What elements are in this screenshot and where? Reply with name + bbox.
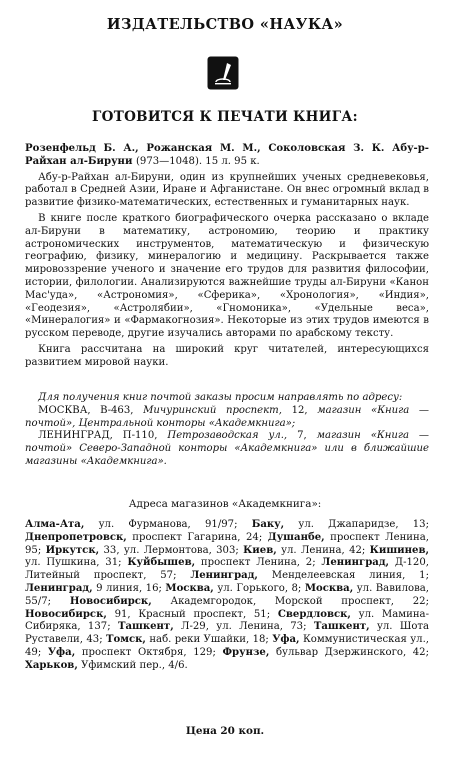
forthcoming-heading: ГОТОВИТСЯ К ПЕЧАТИ КНИГА: [92, 109, 358, 125]
store-address [25, 519, 237, 530]
store-address-list [25, 519, 429, 673]
description-paragraph: Книга рассчитана на широкий круг читателей, интересующихся развитием мировой науки. [25, 343, 429, 368]
store-city: Иркутск, [45, 544, 100, 556]
store-city: Ташкент, [117, 621, 174, 633]
store-address [106, 634, 269, 645]
publisher-title: ИЗДАТЕЛЬСТВО «НАУКА» [106, 16, 344, 33]
store-city: Ленинград, [321, 557, 390, 569]
store-street: Менделеевская линия, 1; [271, 570, 429, 582]
store-address [222, 647, 429, 658]
store-street: 33, ул. Лермонтова, 303; [103, 544, 239, 556]
store-address [46, 545, 239, 556]
store-street: ул. Шота Руставели, 43; [25, 621, 430, 646]
price-label: Цена 20 коп. [185, 725, 265, 737]
store-street: ул. Пушкина, 31; [25, 557, 122, 569]
store-city: Томск, [105, 634, 146, 646]
store-street: ул. Фурманова, 91/97; [98, 519, 238, 530]
store-street: Коммунистическая ул., 49; [25, 634, 430, 658]
store-city: Уфа, [47, 646, 76, 658]
store-city: Москва, [304, 582, 354, 594]
store-street: проспект Октября, 129; [81, 646, 216, 658]
order-intro: Для получения книг почтой заказы просим направлять по адресу: [38, 392, 403, 403]
book-authors-title: Розенфельд Б. А., Рожанская М. М., Соколовская З. К. Абу-р-Райхан ал-Бируни [25, 143, 429, 167]
description-paragraph: Абу-р-Райхан ал-Бируни, один из крупнейших ученых средневековья, работал в Средней Азии, Иране и Афганистане. Он внес огромный вклад в развитие физико-математических, естественных и гуманитарных наук. [25, 171, 429, 209]
store-addresses-heading: Адреса магазинов «Академкнига»: [128, 498, 322, 510]
store-address [70, 596, 429, 607]
order-address-leningrad: ЛЕНИНГРАД, П-110, Петрозаводская ул., 7, магазин «Книга — почтой» Северо-Западной конторы «Академкнига» или в ближайшие магазины «Академкнига». [25, 430, 429, 467]
book-description [25, 143, 429, 370]
store-street: 91, Красный проспект, 51; [114, 608, 271, 620]
store-address [118, 621, 307, 632]
store-street: Академгородок, Морской проспект, 22; [170, 595, 429, 607]
store-street: 9 линия, 16; [96, 582, 162, 594]
store-street: ул. Ленина, 42; [281, 544, 366, 556]
store-street: Д-120, Литейный проспект, 57; [25, 557, 429, 582]
store-city: Свердловск, [277, 608, 351, 620]
book-entry [25, 143, 429, 169]
store-street: Л-29, ул. Ленина, 73; [181, 621, 307, 633]
store-street: бульвар Дзержинского, 42; [275, 646, 429, 658]
store-city: Харьков, [25, 659, 78, 671]
store-street: ул. Джапаридзе, 13; [298, 519, 429, 530]
store-street: наб. реки Ушайки, 18; [149, 634, 269, 646]
store-address [25, 583, 162, 594]
store-city: Новосибирск, [69, 595, 152, 607]
store-street: проспект Ленина, 2; [200, 557, 316, 569]
store-street: проспект Гагарина, 24; [132, 531, 263, 543]
store-city: Баку, [251, 519, 285, 530]
store-list-paragraph [25, 519, 429, 673]
store-address [165, 583, 301, 594]
store-address [25, 532, 262, 543]
order-address-moscow: МОСКВА, В-463, Мичуринский проспект, 12, магазин «Книга — почтой», Центральной конторы «Академкнига»; [25, 404, 430, 429]
store-city: Фрунзе, [222, 646, 270, 658]
store-city: Днепропетровск, [25, 531, 127, 543]
description-paragraph: В книге после краткого биографического очерка рассказано о вкладе ал-Бируни в математику, астрономию, теорию и практику астрономических инструментов, математическую и физическую географию, физику, минералогию и медицину. Раскрывается также мировоззрение ученого и значение его трудов для развития философии, истории, филологии. Анализируются важнейшие труды ал-Бируни «Канон Мас'уда», «Астрономия», «Сферика», «Хронология», «Индия», «Геодезия», «Астролябии», «Гномоника», «Удельные веса», «Минералогия» и «Фармакогнозия». Некоторые из этих трудов имеются в русском переводе, другие изучались авторами по арабскому тексту. [25, 212, 429, 340]
store-city: Кишинев, [369, 544, 429, 556]
store-address [190, 570, 429, 581]
nauka-logo [207, 56, 239, 90]
store-address [127, 557, 315, 568]
mail-order-info [25, 392, 429, 469]
store-street: проспект Ленина, 95; [25, 531, 429, 556]
store-city: Уфа, [272, 634, 300, 646]
store-address [252, 519, 429, 530]
store-city: Ленинград, [25, 582, 93, 594]
store-city: Киев, [243, 544, 277, 556]
store-address [243, 545, 365, 556]
store-street: ул. Горького, 8; [217, 582, 302, 594]
store-city: Новосибирск, [25, 608, 107, 620]
store-city: Ленинград, [190, 570, 258, 582]
store-city: Москва, [165, 582, 214, 594]
store-city: Куйбышев, [127, 557, 196, 569]
store-city: Алма-Ата, [25, 519, 85, 530]
store-address [25, 660, 188, 671]
store-city: Ташкент, [313, 621, 370, 633]
store-street: ул. Мамина-Сибиряка, 137; [25, 608, 429, 633]
store-city: Душанбе, [267, 531, 325, 543]
store-address [25, 609, 270, 620]
store-street: ул. Вавилова, 55/7; [25, 582, 429, 607]
store-street: Уфимский пер., 4/6. [81, 659, 188, 671]
book-details: (973—1048). 15 л. 95 к. [135, 155, 260, 167]
store-address [48, 647, 216, 658]
